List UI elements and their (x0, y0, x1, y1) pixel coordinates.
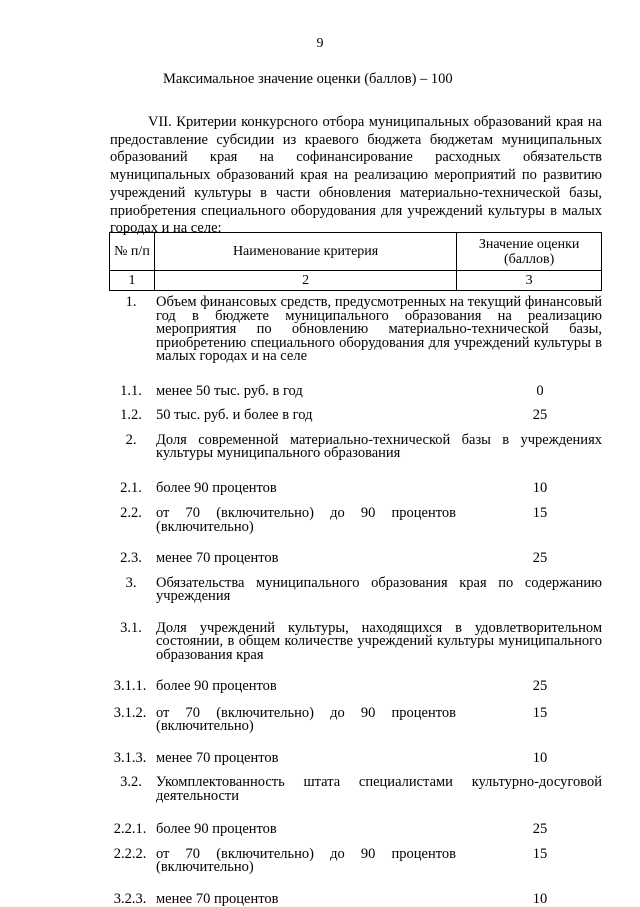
criterion-text: менее 70 процентов (156, 890, 279, 907)
criterion-number: 2.2.2. (113, 845, 147, 862)
criterion-text: от 70 (включительно) до 90 процентов (включительно) (156, 505, 456, 535)
criterion-number: 3. (125, 574, 137, 591)
criterion-text: от 70 (включительно) до 90 процентов (включительно) (156, 704, 456, 734)
criterion-text: более 90 процентов (156, 479, 277, 496)
header-col-criterion: Наименование критерия (154, 233, 456, 271)
criterion-text: менее 70 процентов (156, 550, 279, 566)
criterion-number: 2.3. (120, 550, 142, 566)
criterion-text: менее 70 процентов (156, 749, 279, 766)
criterion-row (109, 890, 602, 907)
criterion-number: 3.2. (120, 774, 142, 790)
section-title: VII. Критерии конкурсного отбора муниципальных образований края на предоставление субсидии из краевого бюджета бюджетам муниципальных образований края на софинансирование расходных обязательств муниципальных образований края на реализацию мероприятий по развитию учреждений культуры в части обновления материально-технической базы, приобретения специального оборудования для учреждений культуры в малых городах и на селе: (110, 114, 602, 237)
criterion-row (109, 296, 602, 364)
criterion-score: 25 (532, 678, 548, 694)
criterion-score: 10 (532, 749, 548, 766)
criteria-table-header (109, 232, 602, 291)
criterion-row (109, 776, 602, 803)
header-col-number: № п/п (110, 233, 155, 271)
criterion-row (109, 479, 602, 496)
criterion-number: 3.1. (120, 619, 142, 636)
page-number: 9 (316, 36, 324, 51)
criterion-number: 2.2. (120, 505, 142, 521)
criterion-text: Доля учреждений культуры, находящихся в удовлетворительном состоянии, в общем количестве учреждений культуры муниципального образования края (156, 619, 602, 663)
header-index-3: 3 (457, 271, 602, 291)
criterion-text: Объем финансовых средств, предусмотренных на текущий финансовый год в бюджете муниципального образования на реализацию мероприятия по обновлению материально-технической базы, приобретению специального оборудования для учреждений культуры в малых городах и на селе (156, 294, 602, 364)
criterion-number: 1.1. (120, 382, 142, 399)
criterion-row (109, 552, 602, 566)
criterion-score: 10 (532, 890, 548, 907)
criterion-row (109, 431, 602, 461)
criterion-row (109, 507, 602, 534)
criterion-row (109, 749, 602, 766)
criterion-number: 1.2. (120, 407, 142, 423)
criterion-number: 1. (125, 294, 137, 310)
criterion-row (109, 680, 602, 694)
criterion-text: более 90 процентов (156, 678, 277, 694)
criterion-text: Доля современной материально-технической базы в учреждениях культуры муниципального образования (156, 431, 602, 461)
criterion-text: более 90 процентов (156, 821, 277, 837)
criterion-score: 10 (532, 479, 548, 496)
criterion-number: 2. (125, 431, 137, 448)
criterion-row (109, 382, 602, 399)
criterion-row (109, 823, 602, 837)
criterion-number: 3.1.2. (113, 704, 147, 721)
criteria-list (109, 296, 602, 906)
criterion-row (109, 704, 602, 734)
criterion-score: 25 (532, 407, 548, 423)
criterion-text: менее 50 тыс. руб. в год (156, 382, 303, 399)
header-col-score: Значение оценки (баллов) (457, 233, 602, 271)
criterion-text: Обязательства муниципального образования края по содержанию учреждения (156, 574, 602, 604)
header-index-2: 2 (154, 271, 456, 291)
criterion-score: 0 (536, 382, 544, 399)
criterion-score: 25 (532, 550, 548, 566)
max-score-line: Максимальное значение оценки (баллов) – 100 (163, 71, 453, 87)
criterion-score: 15 (532, 505, 548, 521)
criterion-row (109, 409, 602, 423)
criterion-number: 3.2.3. (113, 890, 147, 907)
criterion-row (109, 845, 602, 875)
criterion-row (109, 619, 602, 663)
criterion-score: 15 (532, 845, 548, 862)
criterion-text: Укомплектованность штата специалистами культурно-досуговой деятельности (156, 774, 602, 804)
criterion-text: от 70 (включительно) до 90 процентов (включительно) (156, 845, 456, 875)
header-index-1: 1 (110, 271, 155, 291)
criterion-number: 3.1.3. (113, 749, 147, 766)
criterion-score: 15 (532, 704, 548, 721)
criterion-text: 50 тыс. руб. и более в год (156, 407, 313, 423)
criterion-number: 3.1.1. (113, 678, 147, 694)
criterion-number: 2.1. (120, 479, 142, 496)
criterion-number: 2.2.1. (113, 821, 147, 837)
criterion-row (109, 574, 602, 604)
criterion-score: 25 (532, 821, 548, 837)
